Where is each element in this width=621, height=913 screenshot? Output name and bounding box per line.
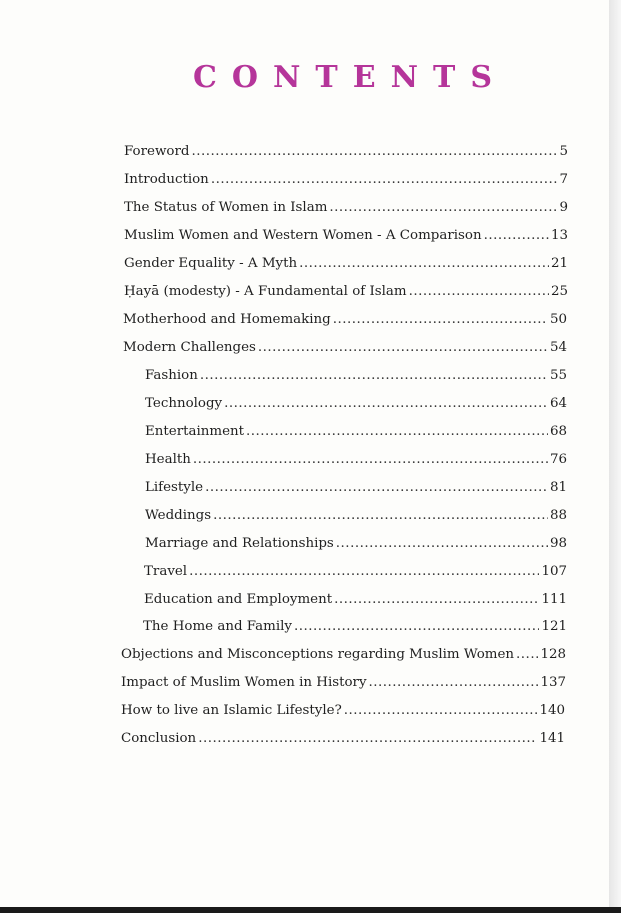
toc-entry-title: Weddings [145, 508, 212, 523]
toc-leader-dots [329, 198, 557, 218]
toc-leader-dots [334, 590, 539, 610]
toc-leader-dots [211, 170, 558, 190]
toc-entry [124, 282, 568, 302]
toc-entry-page: 98 [549, 536, 567, 551]
toc-entry-title: Muslim Women and Western Women - A Comparison [124, 228, 482, 243]
toc-entry-title: Impact of Muslim Women in History [121, 675, 367, 690]
toc-entry [123, 338, 567, 358]
toc-entry-title: Gender Equality - A Myth [124, 256, 298, 271]
toc-entry [124, 226, 568, 246]
toc-entry-page: 13 [550, 228, 568, 243]
toc-entry-title: Ḥayā (modesty) - A Fundamental of Islam [124, 284, 407, 299]
toc-subentry [145, 534, 567, 554]
toc-entry-page: 76 [549, 452, 567, 467]
toc-subentry [143, 617, 567, 637]
toc-entry-page: 55 [549, 368, 567, 383]
page-title: CONTENTS [192, 60, 508, 95]
toc-leader-dots [369, 673, 539, 693]
toc-subentry [145, 366, 567, 386]
toc-entry-page: 121 [541, 619, 567, 634]
toc-entry-title: Objections and Misconceptions regarding Muslim Women [121, 647, 515, 662]
toc-leader-dots [198, 729, 537, 749]
toc-leader-dots [516, 645, 538, 665]
toc-entry [121, 701, 565, 721]
toc-subentry [145, 478, 567, 498]
toc-leader-dots [189, 562, 539, 582]
toc-leader-dots [333, 310, 548, 330]
toc-entry-page: 50 [549, 312, 567, 327]
toc-leader-dots [246, 422, 548, 442]
toc-entry-page: 7 [559, 172, 568, 187]
toc-entry-title: Foreword [124, 144, 190, 159]
toc-leader-dots [409, 282, 549, 302]
toc-entry [124, 170, 568, 190]
toc-entry [123, 310, 567, 330]
toc-entry-page: 88 [549, 508, 567, 523]
toc-leader-dots [193, 450, 548, 470]
toc-entry-title: Travel [144, 564, 188, 579]
toc-entry-title: Conclusion [121, 731, 197, 746]
toc-entry-page: 64 [549, 396, 567, 411]
toc-leader-dots [336, 534, 548, 554]
toc-subentry [145, 506, 567, 526]
toc-entry-page: 140 [539, 703, 565, 718]
toc-entry-title: Technology [145, 396, 223, 411]
toc-entry [124, 198, 568, 218]
toc-entry-page: 128 [540, 647, 566, 662]
toc-entry [121, 729, 565, 749]
toc-leader-dots [205, 478, 548, 498]
toc-entry-page: 141 [539, 731, 565, 746]
toc-subentry [145, 394, 567, 414]
toc-entry-page: 5 [559, 144, 568, 159]
toc-leader-dots [299, 254, 549, 274]
toc-entry-title: The Status of Women in Islam [124, 200, 328, 215]
toc-entry-page: 9 [559, 200, 568, 215]
toc-entry-page: 81 [549, 480, 567, 495]
toc-entry-page: 68 [549, 424, 567, 439]
toc-leader-dots [344, 701, 538, 721]
scan-border [0, 907, 621, 913]
toc-entry-title: How to live an Islamic Lifestyle? [121, 703, 342, 718]
toc-leader-dots [224, 394, 548, 414]
toc-entry-title: Fashion [145, 368, 198, 383]
toc-entry-page: 137 [540, 675, 566, 690]
toc-entry-page: 107 [541, 564, 567, 579]
toc-entry-title: Marriage and Relationships [145, 536, 334, 551]
toc-entry-page: 21 [550, 256, 568, 271]
page-edge-shadow [609, 0, 621, 913]
toc-entry-title: Health [145, 452, 191, 467]
toc-entry-title: Entertainment [145, 424, 245, 439]
toc-entry-page: 54 [549, 340, 567, 355]
toc-subentry [145, 450, 567, 470]
toc-entry-title: Education and Employment [144, 592, 333, 607]
toc-entry [121, 673, 566, 693]
toc-leader-dots [213, 506, 548, 526]
toc-entry [124, 142, 568, 162]
toc-entry [124, 254, 568, 274]
toc-subentry [144, 562, 567, 582]
toc-leader-dots [258, 338, 548, 358]
toc-leader-dots [294, 617, 539, 637]
toc-subentry [144, 590, 567, 610]
toc-entry-title: Modern Challenges [123, 340, 256, 355]
toc-leader-dots [200, 366, 548, 386]
toc-leader-dots [484, 226, 549, 246]
toc-entry-title: Lifestyle [145, 480, 204, 495]
toc-subentry [145, 422, 567, 442]
toc-entry [121, 645, 566, 665]
toc-entry-page: 111 [541, 592, 567, 607]
toc-leader-dots [191, 142, 557, 162]
toc-entry-title: The Home and Family [143, 619, 292, 634]
toc-entry-title: Motherhood and Homemaking [123, 312, 331, 327]
toc-entry-page: 25 [550, 284, 568, 299]
toc-entry-title: Introduction [124, 172, 209, 187]
